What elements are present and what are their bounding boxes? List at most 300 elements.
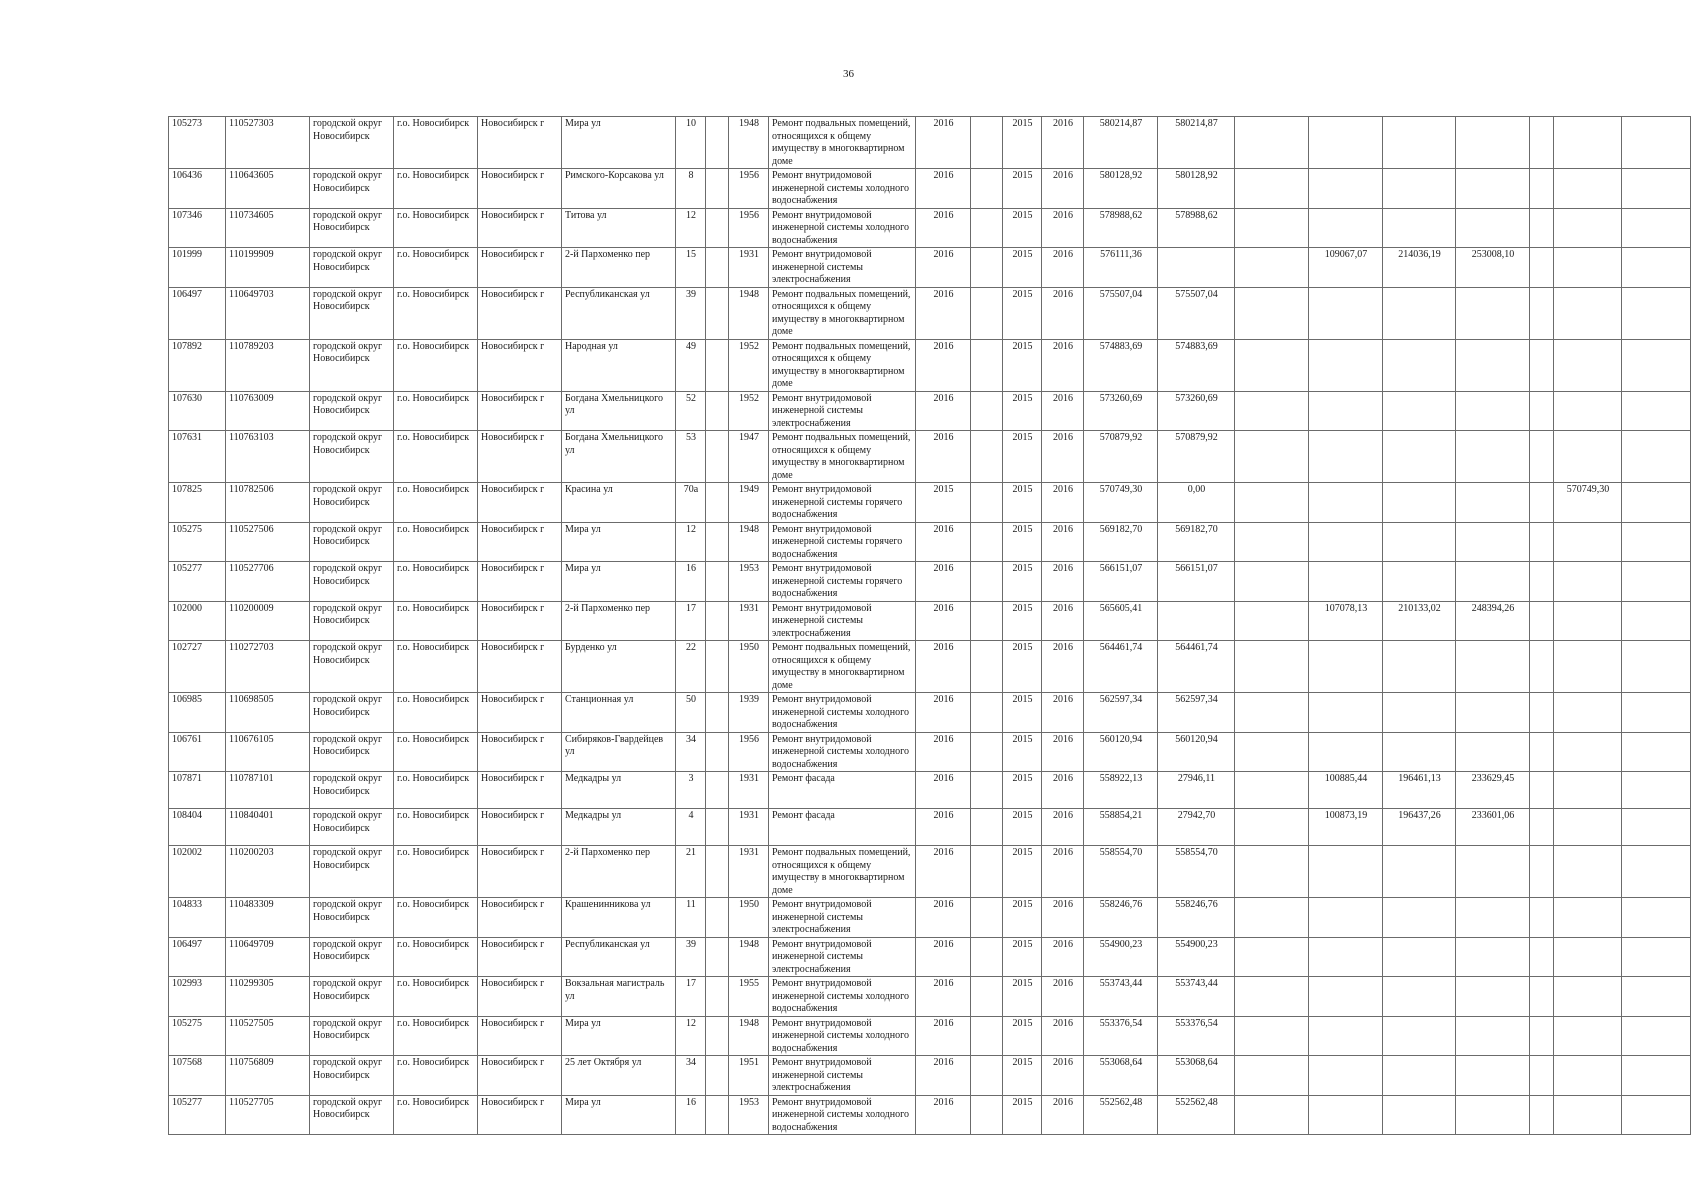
cell-settlement: Новосибирск г: [478, 287, 562, 339]
cell-empty: [1622, 169, 1691, 209]
cell-source-2: [1383, 522, 1456, 562]
cell-empty: [1622, 693, 1691, 733]
cell-empty: [1530, 772, 1554, 809]
cell-object-id: 107825: [169, 483, 226, 523]
cell-year-built: 1948: [729, 287, 769, 339]
cell-year-to: 2016: [1042, 483, 1084, 523]
cell-empty: [1530, 1016, 1554, 1056]
table-row: [169, 391, 1691, 431]
cell-work-code: 110787101: [226, 772, 310, 809]
cell-work-type: Ремонт внутридомовой инженерной системы горячего водоснабжения: [769, 522, 916, 562]
cell-house-number: 11: [676, 898, 706, 938]
cell-year-from: 2015: [1003, 391, 1042, 431]
cell-empty: [971, 732, 1003, 772]
cell-source-1: 109067,07: [1309, 248, 1383, 288]
cell-source-3: [1456, 169, 1530, 209]
cell-work-code: 110200203: [226, 846, 310, 898]
cell-empty: [1530, 287, 1554, 339]
cell-municipality: г.о. Новосибирск: [394, 169, 478, 209]
cell-source-2: [1383, 898, 1456, 938]
cell-source-1: 100873,19: [1309, 809, 1383, 846]
cell-source-1: [1309, 898, 1383, 938]
cell-empty: [1622, 208, 1691, 248]
cell-work-code: 110200009: [226, 601, 310, 641]
cell-municipality: г.о. Новосибирск: [394, 208, 478, 248]
cell-settlement: Новосибирск г: [478, 898, 562, 938]
cell-settlement: Новосибирск г: [478, 1056, 562, 1096]
cell-house-number: 16: [676, 562, 706, 602]
cell-empty: [1235, 898, 1309, 938]
cell-house-number: 8: [676, 169, 706, 209]
cell-house-number: 3: [676, 772, 706, 809]
cell-year-built: 1947: [729, 431, 769, 483]
cell-source-2: [1383, 1056, 1456, 1096]
cell-year-built: 1931: [729, 809, 769, 846]
cell-empty: [1235, 431, 1309, 483]
cell-empty: [1235, 1095, 1309, 1135]
table-row: [169, 248, 1691, 288]
cell-settlement: Новосибирск г: [478, 562, 562, 602]
cell-object-id: 108404: [169, 809, 226, 846]
cell-empty: [1530, 641, 1554, 693]
cell-building: [706, 562, 729, 602]
cell-empty: [1622, 601, 1691, 641]
cell-district: городской округ Новосибирск: [310, 1016, 394, 1056]
cell-district: городской округ Новосибирск: [310, 937, 394, 977]
cell-empty: [1235, 169, 1309, 209]
cell-municipality: г.о. Новосибирск: [394, 693, 478, 733]
cell-work-type: Ремонт подвальных помещений, относящихся к общему имуществу в многоквартирном доме: [769, 431, 916, 483]
cell-empty: [971, 431, 1003, 483]
cell-source-1: [1309, 1056, 1383, 1096]
cell-street: Медкадры ул: [562, 809, 676, 846]
cell-year-to: 2016: [1042, 1016, 1084, 1056]
cell-empty: [971, 772, 1003, 809]
table-row: [169, 562, 1691, 602]
cell-district: городской округ Новосибирск: [310, 641, 394, 693]
cell-year-built: 1956: [729, 732, 769, 772]
cell-settlement: Новосибирск г: [478, 248, 562, 288]
cell-source-3: 248394,26: [1456, 601, 1530, 641]
cell-source-4: [1554, 1095, 1622, 1135]
table-row: [169, 1056, 1691, 1096]
cell-source-1: [1309, 287, 1383, 339]
cell-total-cost: 553743,44: [1084, 977, 1158, 1017]
cell-empty: [1622, 248, 1691, 288]
cell-fund-amount: 562597,34: [1158, 693, 1235, 733]
cell-street: Крашенинникова ул: [562, 898, 676, 938]
table-row: [169, 977, 1691, 1017]
cell-work-code: 110527506: [226, 522, 310, 562]
cell-source-4: [1554, 601, 1622, 641]
cell-year-from: 2015: [1003, 208, 1042, 248]
cell-object-id: 107346: [169, 208, 226, 248]
cell-empty: [1235, 846, 1309, 898]
cell-empty: [1530, 117, 1554, 169]
table-row: [169, 601, 1691, 641]
cell-work-type: Ремонт внутридомовой инженерной системы холодного водоснабжения: [769, 732, 916, 772]
cell-object-id: 106761: [169, 732, 226, 772]
cell-building: [706, 809, 729, 846]
cell-empty: [1622, 772, 1691, 809]
cell-street: Бурденко ул: [562, 641, 676, 693]
cell-source-2: [1383, 562, 1456, 602]
cell-source-1: [1309, 169, 1383, 209]
cell-source-4: [1554, 169, 1622, 209]
cell-empty: [1622, 732, 1691, 772]
cell-empty: [971, 522, 1003, 562]
cell-house-number: 22: [676, 641, 706, 693]
cell-plan-year: 2016: [916, 117, 971, 169]
cell-work-code: 110763009: [226, 391, 310, 431]
cell-building: [706, 1095, 729, 1135]
cell-empty: [1622, 483, 1691, 523]
cell-work-type: Ремонт внутридомовой инженерной системы холодного водоснабжения: [769, 1016, 916, 1056]
cell-fund-amount: 569182,70: [1158, 522, 1235, 562]
cell-total-cost: 574883,69: [1084, 339, 1158, 391]
cell-street: Богдана Хмельницкого ул: [562, 431, 676, 483]
cell-fund-amount: 0,00: [1158, 483, 1235, 523]
cell-work-code: 110527705: [226, 1095, 310, 1135]
cell-year-built: 1950: [729, 641, 769, 693]
cell-empty: [1235, 809, 1309, 846]
cell-source-2: [1383, 287, 1456, 339]
cell-total-cost: 560120,94: [1084, 732, 1158, 772]
cell-object-id: 107568: [169, 1056, 226, 1096]
cell-district: городской округ Новосибирск: [310, 601, 394, 641]
cell-municipality: г.о. Новосибирск: [394, 248, 478, 288]
cell-source-1: [1309, 693, 1383, 733]
cell-house-number: 34: [676, 732, 706, 772]
cell-source-2: [1383, 117, 1456, 169]
cell-empty: [971, 898, 1003, 938]
cell-empty: [1622, 809, 1691, 846]
table-row: [169, 522, 1691, 562]
cell-municipality: г.о. Новосибирск: [394, 522, 478, 562]
cell-empty: [1622, 391, 1691, 431]
cell-fund-amount: 560120,94: [1158, 732, 1235, 772]
cell-fund-amount: 580128,92: [1158, 169, 1235, 209]
cell-municipality: г.о. Новосибирск: [394, 772, 478, 809]
cell-building: [706, 772, 729, 809]
cell-building: [706, 601, 729, 641]
cell-district: городской округ Новосибирск: [310, 117, 394, 169]
cell-building: [706, 693, 729, 733]
cell-settlement: Новосибирск г: [478, 208, 562, 248]
cell-work-code: 110756809: [226, 1056, 310, 1096]
cell-year-built: 1951: [729, 1056, 769, 1096]
cell-street: Мира ул: [562, 562, 676, 602]
cell-district: городской округ Новосибирск: [310, 339, 394, 391]
cell-empty: [971, 287, 1003, 339]
cell-empty: [971, 562, 1003, 602]
table-row: [169, 339, 1691, 391]
cell-district: городской округ Новосибирск: [310, 562, 394, 602]
cell-work-type: Ремонт внутридомовой инженерной системы электроснабжения: [769, 937, 916, 977]
cell-empty: [1235, 391, 1309, 431]
cell-street: 2-й Пархоменко пер: [562, 601, 676, 641]
cell-fund-amount: 553743,44: [1158, 977, 1235, 1017]
cell-year-from: 2015: [1003, 732, 1042, 772]
cell-work-type: Ремонт внутридомовой инженерной системы электроснабжения: [769, 1056, 916, 1096]
cell-source-1: [1309, 641, 1383, 693]
cell-district: городской округ Новосибирск: [310, 846, 394, 898]
cell-work-code: 110643605: [226, 169, 310, 209]
cell-district: городской округ Новосибирск: [310, 809, 394, 846]
cell-plan-year: 2016: [916, 937, 971, 977]
cell-year-built: 1931: [729, 846, 769, 898]
cell-year-from: 2015: [1003, 809, 1042, 846]
cell-source-1: [1309, 339, 1383, 391]
cell-district: городской округ Новосибирск: [310, 287, 394, 339]
cell-work-code: 110649703: [226, 287, 310, 339]
cell-street: Богдана Хмельницкого ул: [562, 391, 676, 431]
cell-fund-amount: 27942,70: [1158, 809, 1235, 846]
cell-settlement: Новосибирск г: [478, 1016, 562, 1056]
cell-fund-amount: 27946,11: [1158, 772, 1235, 809]
cell-source-3: [1456, 693, 1530, 733]
cell-street: Сибиряков-Гвардейцев ул: [562, 732, 676, 772]
cell-object-id: 107892: [169, 339, 226, 391]
cell-empty: [1622, 522, 1691, 562]
cell-total-cost: 580128,92: [1084, 169, 1158, 209]
cell-total-cost: 558922,13: [1084, 772, 1158, 809]
cell-empty: [1235, 601, 1309, 641]
cell-empty: [1622, 117, 1691, 169]
cell-house-number: 34: [676, 1056, 706, 1096]
cell-empty: [971, 641, 1003, 693]
cell-plan-year: 2016: [916, 601, 971, 641]
table-row: [169, 898, 1691, 938]
cell-total-cost: 570749,30: [1084, 483, 1158, 523]
cell-source-2: [1383, 732, 1456, 772]
cell-plan-year: 2016: [916, 809, 971, 846]
cell-year-built: 1953: [729, 562, 769, 602]
cell-municipality: г.о. Новосибирск: [394, 391, 478, 431]
cell-work-type: Ремонт внутридомовой инженерной системы электроснабжения: [769, 248, 916, 288]
cell-work-type: Ремонт подвальных помещений, относящихся к общему имуществу в многоквартирном доме: [769, 117, 916, 169]
cell-fund-amount: 566151,07: [1158, 562, 1235, 602]
cell-plan-year: 2016: [916, 977, 971, 1017]
cell-plan-year: 2016: [916, 522, 971, 562]
cell-empty: [1235, 977, 1309, 1017]
cell-district: городской округ Новосибирск: [310, 391, 394, 431]
cell-source-3: [1456, 339, 1530, 391]
cell-year-from: 2015: [1003, 339, 1042, 391]
cell-fund-amount: 573260,69: [1158, 391, 1235, 431]
cell-municipality: г.о. Новосибирск: [394, 846, 478, 898]
cell-source-2: [1383, 1095, 1456, 1135]
cell-source-3: [1456, 208, 1530, 248]
cell-district: городской округ Новосибирск: [310, 1056, 394, 1096]
cell-total-cost: 578988,62: [1084, 208, 1158, 248]
cell-street: Мира ул: [562, 522, 676, 562]
cell-street: Мира ул: [562, 1095, 676, 1135]
cell-empty: [1622, 287, 1691, 339]
cell-building: [706, 977, 729, 1017]
cell-settlement: Новосибирск г: [478, 391, 562, 431]
cell-empty: [971, 937, 1003, 977]
cell-empty: [1530, 208, 1554, 248]
cell-empty: [1530, 809, 1554, 846]
cell-source-4: [1554, 431, 1622, 483]
cell-year-built: 1948: [729, 522, 769, 562]
cell-empty: [1530, 431, 1554, 483]
cell-source-3: [1456, 898, 1530, 938]
cell-object-id: 102002: [169, 846, 226, 898]
cell-fund-amount: 552562,48: [1158, 1095, 1235, 1135]
table-row: [169, 1016, 1691, 1056]
cell-plan-year: 2016: [916, 169, 971, 209]
cell-street: 25 лет Октября ул: [562, 1056, 676, 1096]
cell-municipality: г.о. Новосибирск: [394, 117, 478, 169]
cell-house-number: 50: [676, 693, 706, 733]
cell-work-type: Ремонт внутридомовой инженерной системы электроснабжения: [769, 898, 916, 938]
cell-source-2: 210133,02: [1383, 601, 1456, 641]
cell-plan-year: 2015: [916, 483, 971, 523]
cell-empty: [1235, 641, 1309, 693]
cell-source-2: [1383, 391, 1456, 431]
cell-settlement: Новосибирск г: [478, 772, 562, 809]
cell-district: городской округ Новосибирск: [310, 732, 394, 772]
cell-empty: [1235, 248, 1309, 288]
cell-source-1: [1309, 937, 1383, 977]
cell-total-cost: 553376,54: [1084, 1016, 1158, 1056]
cell-object-id: 106985: [169, 693, 226, 733]
cell-settlement: Новосибирск г: [478, 937, 562, 977]
cell-source-1: [1309, 977, 1383, 1017]
cell-year-to: 2016: [1042, 208, 1084, 248]
cell-year-to: 2016: [1042, 846, 1084, 898]
cell-empty: [1530, 601, 1554, 641]
cell-total-cost: 558854,21: [1084, 809, 1158, 846]
cell-municipality: г.о. Новосибирск: [394, 1056, 478, 1096]
cell-year-to: 2016: [1042, 287, 1084, 339]
cell-municipality: г.о. Новосибирск: [394, 1016, 478, 1056]
table-row: [169, 693, 1691, 733]
cell-year-to: 2016: [1042, 809, 1084, 846]
cell-municipality: г.о. Новосибирск: [394, 937, 478, 977]
cell-source-3: 253008,10: [1456, 248, 1530, 288]
cell-source-4: [1554, 937, 1622, 977]
cell-house-number: 17: [676, 601, 706, 641]
cell-house-number: 4: [676, 809, 706, 846]
cell-year-built: 1948: [729, 937, 769, 977]
cell-empty: [971, 977, 1003, 1017]
cell-empty: [1235, 339, 1309, 391]
cell-building: [706, 1056, 729, 1096]
cell-street: Республиканская ул: [562, 937, 676, 977]
cell-total-cost: 562597,34: [1084, 693, 1158, 733]
cell-house-number: 10: [676, 117, 706, 169]
cell-fund-amount: [1158, 601, 1235, 641]
cell-house-number: 49: [676, 339, 706, 391]
cell-empty: [1530, 391, 1554, 431]
cell-empty: [1622, 1095, 1691, 1135]
cell-settlement: Новосибирск г: [478, 169, 562, 209]
cell-district: городской округ Новосибирск: [310, 248, 394, 288]
cell-work-code: 110527706: [226, 562, 310, 602]
cell-year-from: 2015: [1003, 562, 1042, 602]
table-row: [169, 208, 1691, 248]
cell-municipality: г.о. Новосибирск: [394, 641, 478, 693]
cell-source-3: 233601,06: [1456, 809, 1530, 846]
cell-plan-year: 2016: [916, 248, 971, 288]
cell-work-type: Ремонт внутридомовой инженерной системы горячего водоснабжения: [769, 483, 916, 523]
cell-work-type: Ремонт подвальных помещений, относящихся к общему имуществу в многоквартирном доме: [769, 846, 916, 898]
cell-object-id: 106497: [169, 937, 226, 977]
cell-source-4: [1554, 809, 1622, 846]
cell-source-2: [1383, 977, 1456, 1017]
cell-district: городской округ Новосибирск: [310, 977, 394, 1017]
cell-source-4: [1554, 641, 1622, 693]
cell-source-3: [1456, 287, 1530, 339]
cell-source-3: [1456, 562, 1530, 602]
cell-source-2: [1383, 1016, 1456, 1056]
cell-total-cost: 575507,04: [1084, 287, 1158, 339]
cell-plan-year: 2016: [916, 772, 971, 809]
cell-work-code: 110840401: [226, 809, 310, 846]
cell-year-from: 2015: [1003, 693, 1042, 733]
cell-empty: [971, 846, 1003, 898]
cell-year-built: 1931: [729, 601, 769, 641]
cell-empty: [1235, 208, 1309, 248]
page-number: 36: [843, 68, 854, 80]
cell-building: [706, 248, 729, 288]
cell-settlement: Новосибирск г: [478, 1095, 562, 1135]
cell-year-to: 2016: [1042, 898, 1084, 938]
cell-object-id: 105275: [169, 522, 226, 562]
cell-municipality: г.о. Новосибирск: [394, 431, 478, 483]
cell-total-cost: 564461,74: [1084, 641, 1158, 693]
cell-year-to: 2016: [1042, 562, 1084, 602]
cell-settlement: Новосибирск г: [478, 809, 562, 846]
cell-empty: [1530, 248, 1554, 288]
cell-empty: [1235, 1016, 1309, 1056]
cell-municipality: г.о. Новосибирск: [394, 483, 478, 523]
cell-fund-amount: 553068,64: [1158, 1056, 1235, 1096]
cell-district: городской округ Новосибирск: [310, 1095, 394, 1135]
cell-fund-amount: [1158, 248, 1235, 288]
cell-source-1: [1309, 483, 1383, 523]
cell-year-to: 2016: [1042, 977, 1084, 1017]
cell-empty: [971, 117, 1003, 169]
cell-object-id: 104833: [169, 898, 226, 938]
cell-source-4: [1554, 339, 1622, 391]
cell-year-from: 2015: [1003, 846, 1042, 898]
cell-house-number: 15: [676, 248, 706, 288]
cell-district: городской округ Новосибирск: [310, 693, 394, 733]
cell-year-built: 1956: [729, 208, 769, 248]
cell-source-2: [1383, 483, 1456, 523]
cell-work-code: 110676105: [226, 732, 310, 772]
cell-source-1: 100885,44: [1309, 772, 1383, 809]
cell-empty: [971, 1095, 1003, 1135]
cell-work-code: 110782506: [226, 483, 310, 523]
cell-work-code: 110527303: [226, 117, 310, 169]
cell-empty: [971, 483, 1003, 523]
cell-object-id: 105277: [169, 562, 226, 602]
cell-work-type: Ремонт подвальных помещений, относящихся к общему имуществу в многоквартирном доме: [769, 641, 916, 693]
cell-empty: [971, 208, 1003, 248]
cell-district: городской округ Новосибирск: [310, 522, 394, 562]
cell-district: городской округ Новосибирск: [310, 898, 394, 938]
cell-work-type: Ремонт внутридомовой инженерной системы электроснабжения: [769, 391, 916, 431]
cell-work-type: Ремонт внутридомовой инженерной системы холодного водоснабжения: [769, 208, 916, 248]
cell-total-cost: 558246,76: [1084, 898, 1158, 938]
cell-work-code: 110734605: [226, 208, 310, 248]
cell-street: Мира ул: [562, 1016, 676, 1056]
